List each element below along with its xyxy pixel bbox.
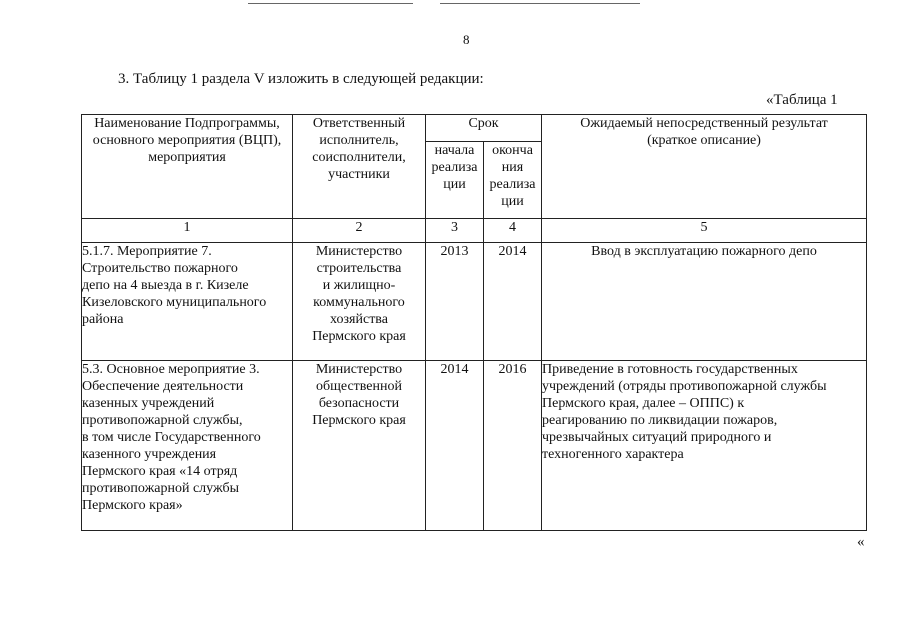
header-row-top bbox=[82, 115, 867, 142]
row-start-year: 2013 bbox=[426, 243, 484, 361]
row-end-year: 2016 bbox=[484, 361, 542, 531]
column-number: 5 bbox=[542, 219, 867, 243]
column-number: 4 bbox=[484, 219, 542, 243]
column-number-row bbox=[82, 219, 867, 243]
row-result-cell: Приведение в готовность государственных учреждений (отряды противопожарной службы Пермского края, далее – ОППС) к реагированию по ликвидации пожаров, чрезвычайных ситуаций природного и техногенного характера bbox=[542, 361, 867, 531]
header-start: начала реализа ции bbox=[426, 142, 484, 219]
intro-paragraph: 3. Таблицу 1 раздела V изложить в следующей редакции: bbox=[118, 71, 484, 87]
program-table bbox=[81, 114, 867, 531]
page-number: 8 bbox=[463, 32, 470, 47]
row-result-cell: Ввод в эксплуатацию пожарного депо bbox=[542, 243, 867, 361]
header-result: Ожидаемый непосредственный результат (краткое описание) bbox=[542, 115, 867, 219]
table-caption: «Таблица 1 bbox=[766, 92, 838, 108]
header-responsible: Ответственный исполнитель, соисполнители, участники bbox=[293, 115, 426, 219]
top-rule-left bbox=[248, 3, 413, 4]
column-number: 1 bbox=[82, 219, 293, 243]
row-end-year: 2014 bbox=[484, 243, 542, 361]
row-responsible-cell: Министерство общественной безопасности Пермского края bbox=[293, 361, 426, 531]
table-row bbox=[82, 243, 867, 361]
table-row bbox=[82, 361, 867, 531]
column-number: 3 bbox=[426, 219, 484, 243]
row-responsible-cell: Министерство строительства и жилищно- коммунального хозяйства Пермского края bbox=[293, 243, 426, 361]
header-end: оконча ния реализа ции bbox=[484, 142, 542, 219]
closing-quote: « bbox=[857, 534, 865, 550]
header-term: Срок bbox=[426, 115, 542, 142]
column-number: 2 bbox=[293, 219, 426, 243]
row-name-cell: 5.3. Основное мероприятие 3. Обеспечение деятельности казенных учреждений противопожарной службы, в том числе Государственного казенного учреждения Пермского края «14 отряд противопожарной службы Пермского края» bbox=[82, 361, 293, 531]
header-name: Наименование Подпрограммы, основного мероприятия (ВЦП), мероприятия bbox=[82, 115, 293, 219]
row-name-cell: 5.1.7. Мероприятие 7. Строительство пожарного депо на 4 выезда в г. Кизеле Кизеловского муниципального района bbox=[82, 243, 293, 361]
top-rule-right bbox=[440, 3, 640, 4]
row-start-year: 2014 bbox=[426, 361, 484, 531]
